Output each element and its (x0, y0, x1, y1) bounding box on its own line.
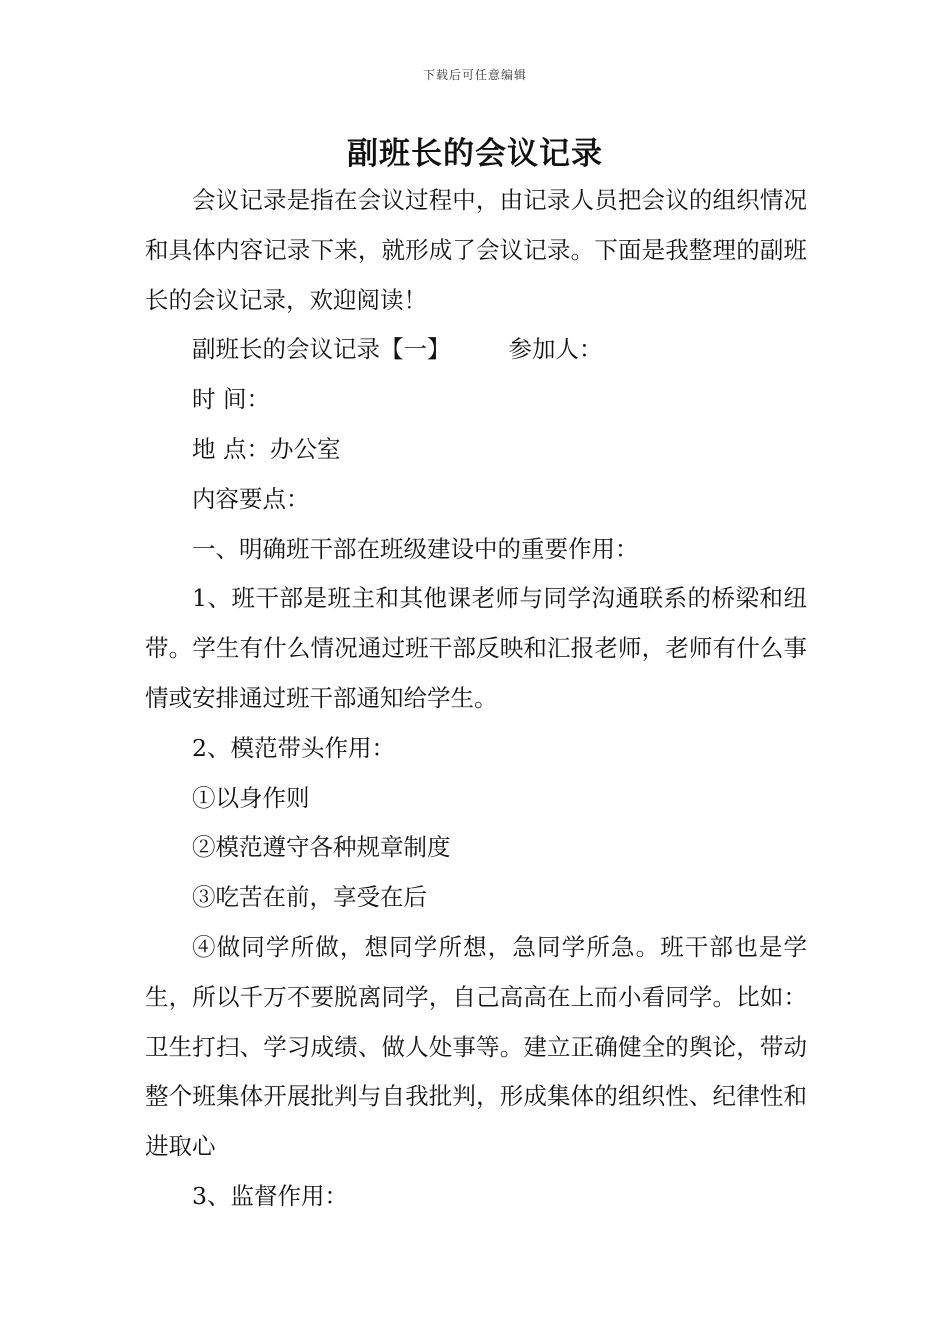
item-1-paragraph: 1、班干部是班主和其他课老师与同学沟通联系的桥梁和纽带。学生有什么情况通过班干部反映和汇报老师，老师有什么事情或安排通过班干部通知给学生。 (145, 584, 807, 712)
document-body (145, 176, 807, 1222)
item-2-paragraph: 2、模范带头作用： (192, 733, 395, 762)
sub-item-4-paragraph: ④做同学所做，想同学所想，急同学所急。班干部也是学生，所以千万不要脱离同学，自己高高在上而小看同学。比如：卫生打扫、学习成绩、做人处事等。建立正确健全的舆论，带动整个班集体开展批判与自我批判，形成集体的组织性、纪律性和进取心 (145, 932, 807, 1161)
sub-item-1: ①以身作则 (192, 783, 310, 812)
section-one-line (145, 325, 807, 375)
header-note: 下载后可任意编辑 (422, 68, 527, 82)
intro-paragraph: 会议记录是指在会议过程中，由记录人员把会议的组织情况和具体内容记录下来，就形成了会议记录。下面是我整理的副班长的会议记录，欢迎阅读！ (145, 186, 807, 314)
time-line: 时 间： (192, 385, 270, 414)
section-one-heading: 副班长的会议记录【一】 (192, 335, 451, 364)
sub-item-3: ③吃苦在前，享受在后 (192, 883, 427, 912)
place-line: 地 点：办公室 (192, 434, 341, 463)
sub-item-2: ②模范遵守各种规章制度 (192, 833, 451, 862)
item-3-paragraph: 3、监督作用： (192, 1181, 348, 1210)
document-title: 副班长的会议记录 (347, 136, 603, 172)
content-points-label: 内容要点： (192, 484, 310, 513)
point-one-heading: 一、明确班干部在班级建设中的重要作用： (192, 534, 639, 563)
attendees-label: 参加人： (508, 335, 603, 364)
